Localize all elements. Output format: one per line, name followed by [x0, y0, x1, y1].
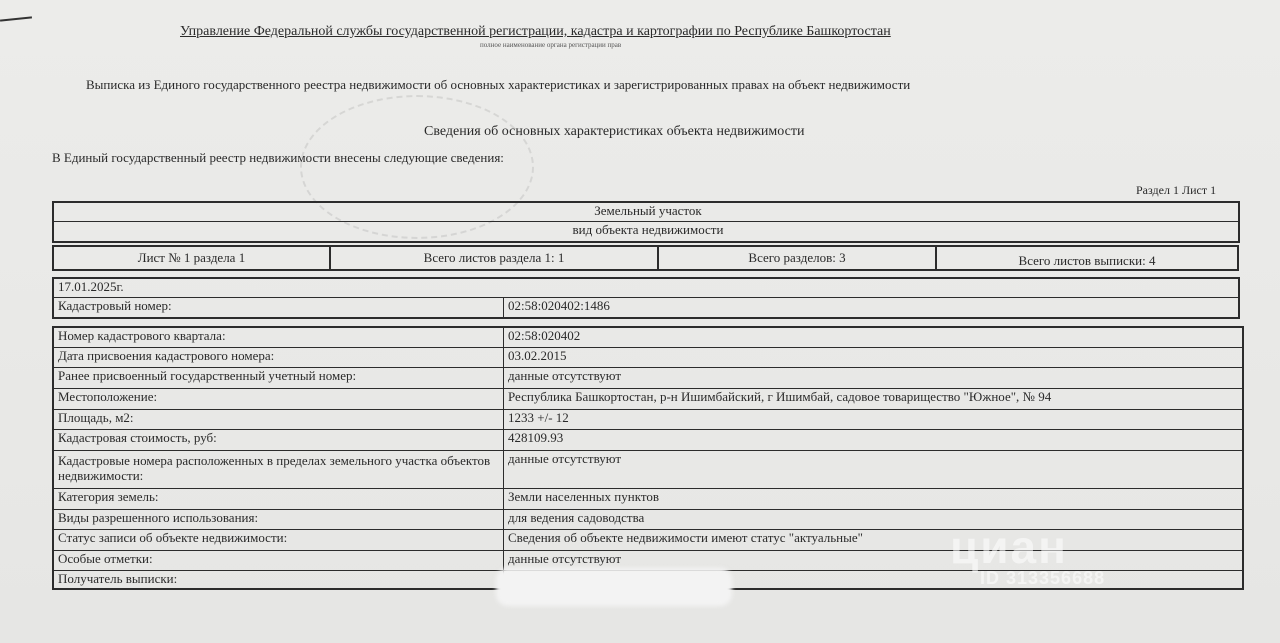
row-label: Виды разрешенного использования: — [54, 510, 504, 529]
redaction-blur — [496, 568, 732, 606]
row-label: Дата присвоения кадастрового номера: — [54, 348, 504, 367]
extract-date: 17.01.2025г. — [54, 279, 1238, 298]
row-value: данные отсутствуют — [508, 451, 622, 466]
watermark-logo: циан — [950, 521, 1068, 573]
row-value: 02:58:020402 — [508, 328, 581, 343]
total-sheets-section: Всего листов раздела 1: 1 — [331, 247, 659, 269]
table-row — [54, 328, 1242, 348]
sheet-number: Лист № 1 раздела 1 — [54, 247, 331, 269]
cadastral-number-label: Кадастровый номер: — [54, 298, 504, 317]
row-value: Республика Башкортостан, р-н Ишимбайский, г Ишимбай, садовое товарищество "Южное", № 94 — [508, 389, 1052, 404]
row-value: Земли населенных пунктов — [508, 489, 659, 504]
table-row — [54, 348, 1242, 368]
row-label: Кадастровые номера расположенных в пределах земельного участка объектов недвижимости: — [54, 451, 504, 488]
row-label: Местоположение: — [54, 389, 504, 409]
total-sections: Всего разделов: 3 — [659, 247, 937, 269]
date-box — [52, 277, 1240, 319]
row-label: Особые отметки: — [54, 551, 504, 570]
cadastral-number-value: 02:58:020402:1486 — [508, 298, 610, 313]
watermark-id: ID 313356688 — [980, 568, 1106, 588]
organization-caption: полное наименование органа регистрации прав — [480, 41, 622, 49]
row-label: Кадастровая стоимость, руб: — [54, 430, 504, 450]
organization-name: Управление Федеральной службы государственной регистрации, кадастра и картографии по Республике Башкортостан — [180, 24, 891, 39]
row-label: Площадь, м2: — [54, 410, 504, 429]
row-value: 1233 +/- 12 — [508, 410, 569, 425]
row-value: 03.02.2015 — [508, 348, 567, 363]
table-row — [54, 451, 1242, 489]
table-row — [54, 368, 1242, 389]
row-value: Сведения об объекте недвижимости имеют статус "актуальные" — [508, 530, 863, 545]
table-row — [54, 410, 1242, 430]
row-value: данные отсутствуют — [508, 368, 622, 383]
row-value: для ведения садоводства — [508, 510, 645, 525]
row-value: данные отсутствуют — [508, 551, 622, 566]
extract-title: Выписка из Единого государственного реестра недвижимости об основных характеристиках и зарегистрированных правах на объект недвижимости — [86, 77, 911, 92]
section-title: Сведения об основных характеристиках объекта недвижимости — [424, 124, 805, 139]
table-row — [54, 430, 1242, 451]
sheets-info-box — [52, 245, 1239, 271]
object-type: Земельный участок — [54, 203, 1238, 222]
row-label: Ранее присвоенный государственный учетный номер: — [54, 368, 504, 388]
row-label: Категория земель: — [54, 489, 504, 509]
intro-text: В Единый государственный реестр недвижимости внесены следующие сведения: — [52, 150, 504, 165]
table-row — [54, 489, 1242, 510]
table-row — [54, 389, 1242, 410]
pen-mark — [0, 16, 32, 21]
total-sheets-extract: Всего листов выписки: 4 — [1018, 253, 1156, 268]
row-label: Номер кадастрового квартала: — [54, 328, 504, 347]
row-label: Статус записи об объекте недвижимости: — [54, 530, 504, 550]
row-value: 428109.93 — [508, 430, 564, 445]
object-type-box — [52, 201, 1240, 243]
row-label: Получатель выписки: — [54, 571, 504, 588]
section-sheet-label: Раздел 1 Лист 1 — [1136, 183, 1217, 197]
object-type-caption: вид объекта недвижимости — [572, 222, 724, 237]
